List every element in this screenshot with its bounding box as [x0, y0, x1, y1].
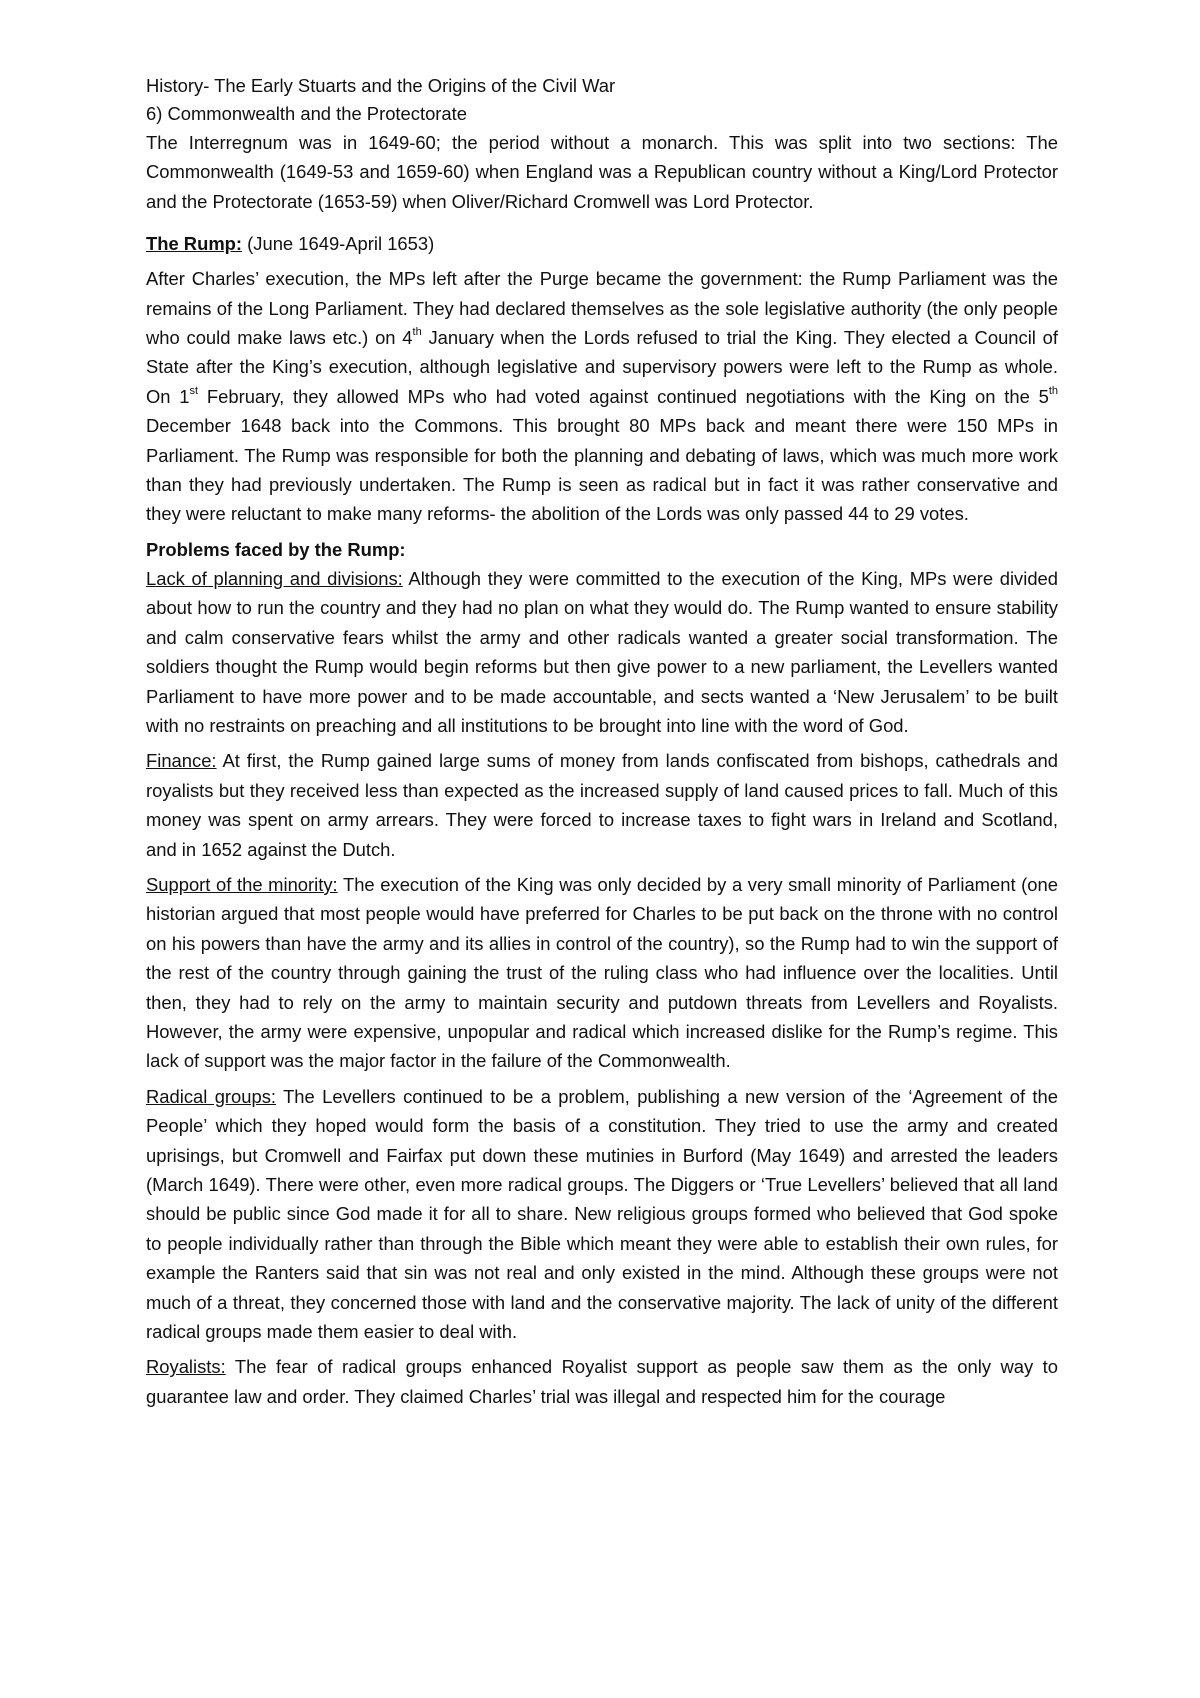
- problem-text: The fear of radical groups enhanced Royalist support as people saw them as the only way to guarantee law and order. They claimed Charles’ trial was illegal and respected him for the courage: [146, 1356, 1058, 1407]
- rump-section-heading: [146, 229, 1058, 258]
- problem-label: Support of the minority:: [146, 873, 338, 895]
- problem-paragraph: [146, 870, 1058, 1076]
- rump-heading-label: The Rump:: [146, 233, 243, 255]
- ordinal-suffix: th: [412, 325, 422, 338]
- rump-text-d: December 1648 back into the Commons. This brought 80 MPs back and meant there were 150 MPs in Parliament. The Rump was responsible for both the planning and debating of laws, which was much more work than they had previously undertaken. The Rump is seen as radical but in fact it was rather conservative and they were reluctant to make many reforms- the abolition of the Lords was only passed 44 to 29 votes.: [146, 415, 1058, 525]
- ordinal-suffix: st: [189, 384, 199, 397]
- document-subject-line: History- The Early Stuarts and the Origins of the Civil War: [146, 75, 616, 96]
- rump-text-b: January when the Lords refused to trial the King. They elected a Council of State after the King’s execution, although legislative and supervisory powers were left to the Rump as whole. On 1: [146, 327, 1058, 407]
- problem-paragraph: [146, 746, 1058, 864]
- rump-text-a: After Charles’ execution, the MPs left after the Purge became the government: the Rump Parliament was the remains of the Long Parliament. They had declared themselves as the sole legislative authority (the only people who could make laws etc.) on 4: [146, 268, 1058, 349]
- problem-text: The execution of the King was only decided by a very small minority of Parliament (one historian argued that most people would have preferred for Charles to be put back on the throne with no control on his powers than have the army and its allies in control of the country), so the Rump had to win the support of the rest of the country through gaining the trust of the ruling class who had influence over the localities. Until then, they had to rely on the army to maintain security and putdown threats from Levellers and Royalists. However, the army were expensive, unpopular and radical which increased dislike for the Rump’s regime. This lack of support was the major factor in the failure of the Commonwealth.: [146, 873, 1058, 1072]
- problem-label: Finance:: [146, 750, 217, 772]
- document-topic-line: 6) Commonwealth and the Protectorate: [146, 103, 467, 124]
- problem-paragraph: [146, 564, 1058, 740]
- ordinal-suffix: th: [1048, 384, 1058, 397]
- rump-paragraph: [146, 264, 1058, 529]
- problem-label: Royalists:: [146, 1356, 226, 1378]
- problem-text: Although they were committed to the execution of the King, MPs were divided about how to run the country and they had no plan on what they would do. The Rump wanted to ensure stability and calm conservative fears whilst the army and other radicals wanted a greater social transformation. The soldiers thought the Rump would begin reforms but then give power to a new parliament, the Levellers wanted Parliament to have more power and to be made accountable, and sects wanted a ‘New Jerusalem’ to be built with no restraints on preaching and all institutions to be brought into line with the word of God.: [146, 567, 1059, 736]
- problem-label: Radical groups:: [146, 1085, 277, 1107]
- problem-text: The Levellers continued to be a problem, publishing a new version of the ‘Agreement of the People’ which they hoped would form the basis of a constitution. They tried to use the army and created uprisings, but Cromwell and Fairfax put down these mutinies in Burford (May 1649) and arrested the leaders (March 1649). There were other, even more radical groups. The Diggers or ‘True Levellers’ believed that all land should be public since God made it for all to share. New religious groups formed who believed that God spoke to people individually rather than through the Bible which meant they were able to establish their own rules, for example the Ranters said that sin was not real and only existed in the mind. Although these groups were not much of a threat, they concerned those with land and the conservative majority. The lack of unity of the different radical groups made them easier to deal with.: [146, 1085, 1058, 1343]
- problems-heading: Problems faced by the Rump:: [146, 538, 406, 560]
- rump-heading-dates: (June 1649-April 1653): [242, 233, 435, 255]
- intro-paragraph: The Interregnum was in 1649-60; the period without a monarch. This was split into two sections: The Commonwealth (1649-53 and 1659-60) when England was a Republican country without a King/Lord Protector and the Protectorate (1653-59) when Oliver/Richard Cromwell was Lord Protector.: [146, 132, 1058, 212]
- problem-label: Lack of planning and divisions:: [146, 567, 403, 589]
- problem-paragraph: [146, 1082, 1058, 1347]
- rump-text-c: February, they allowed MPs who had voted against continued negotiations with the King on the 5: [198, 385, 1049, 407]
- document-body: [146, 72, 1058, 1411]
- problem-paragraph: [146, 1352, 1058, 1411]
- problem-text: At first, the Rump gained large sums of money from lands confiscated from bishops, cathedrals and royalists but they received less than expected as the increased supply of land caused prices to fall. Much of this money was spent on army arrears. They were forced to increase taxes to fight wars in Ireland and Scotland, and in 1652 against the Dutch.: [146, 750, 1058, 860]
